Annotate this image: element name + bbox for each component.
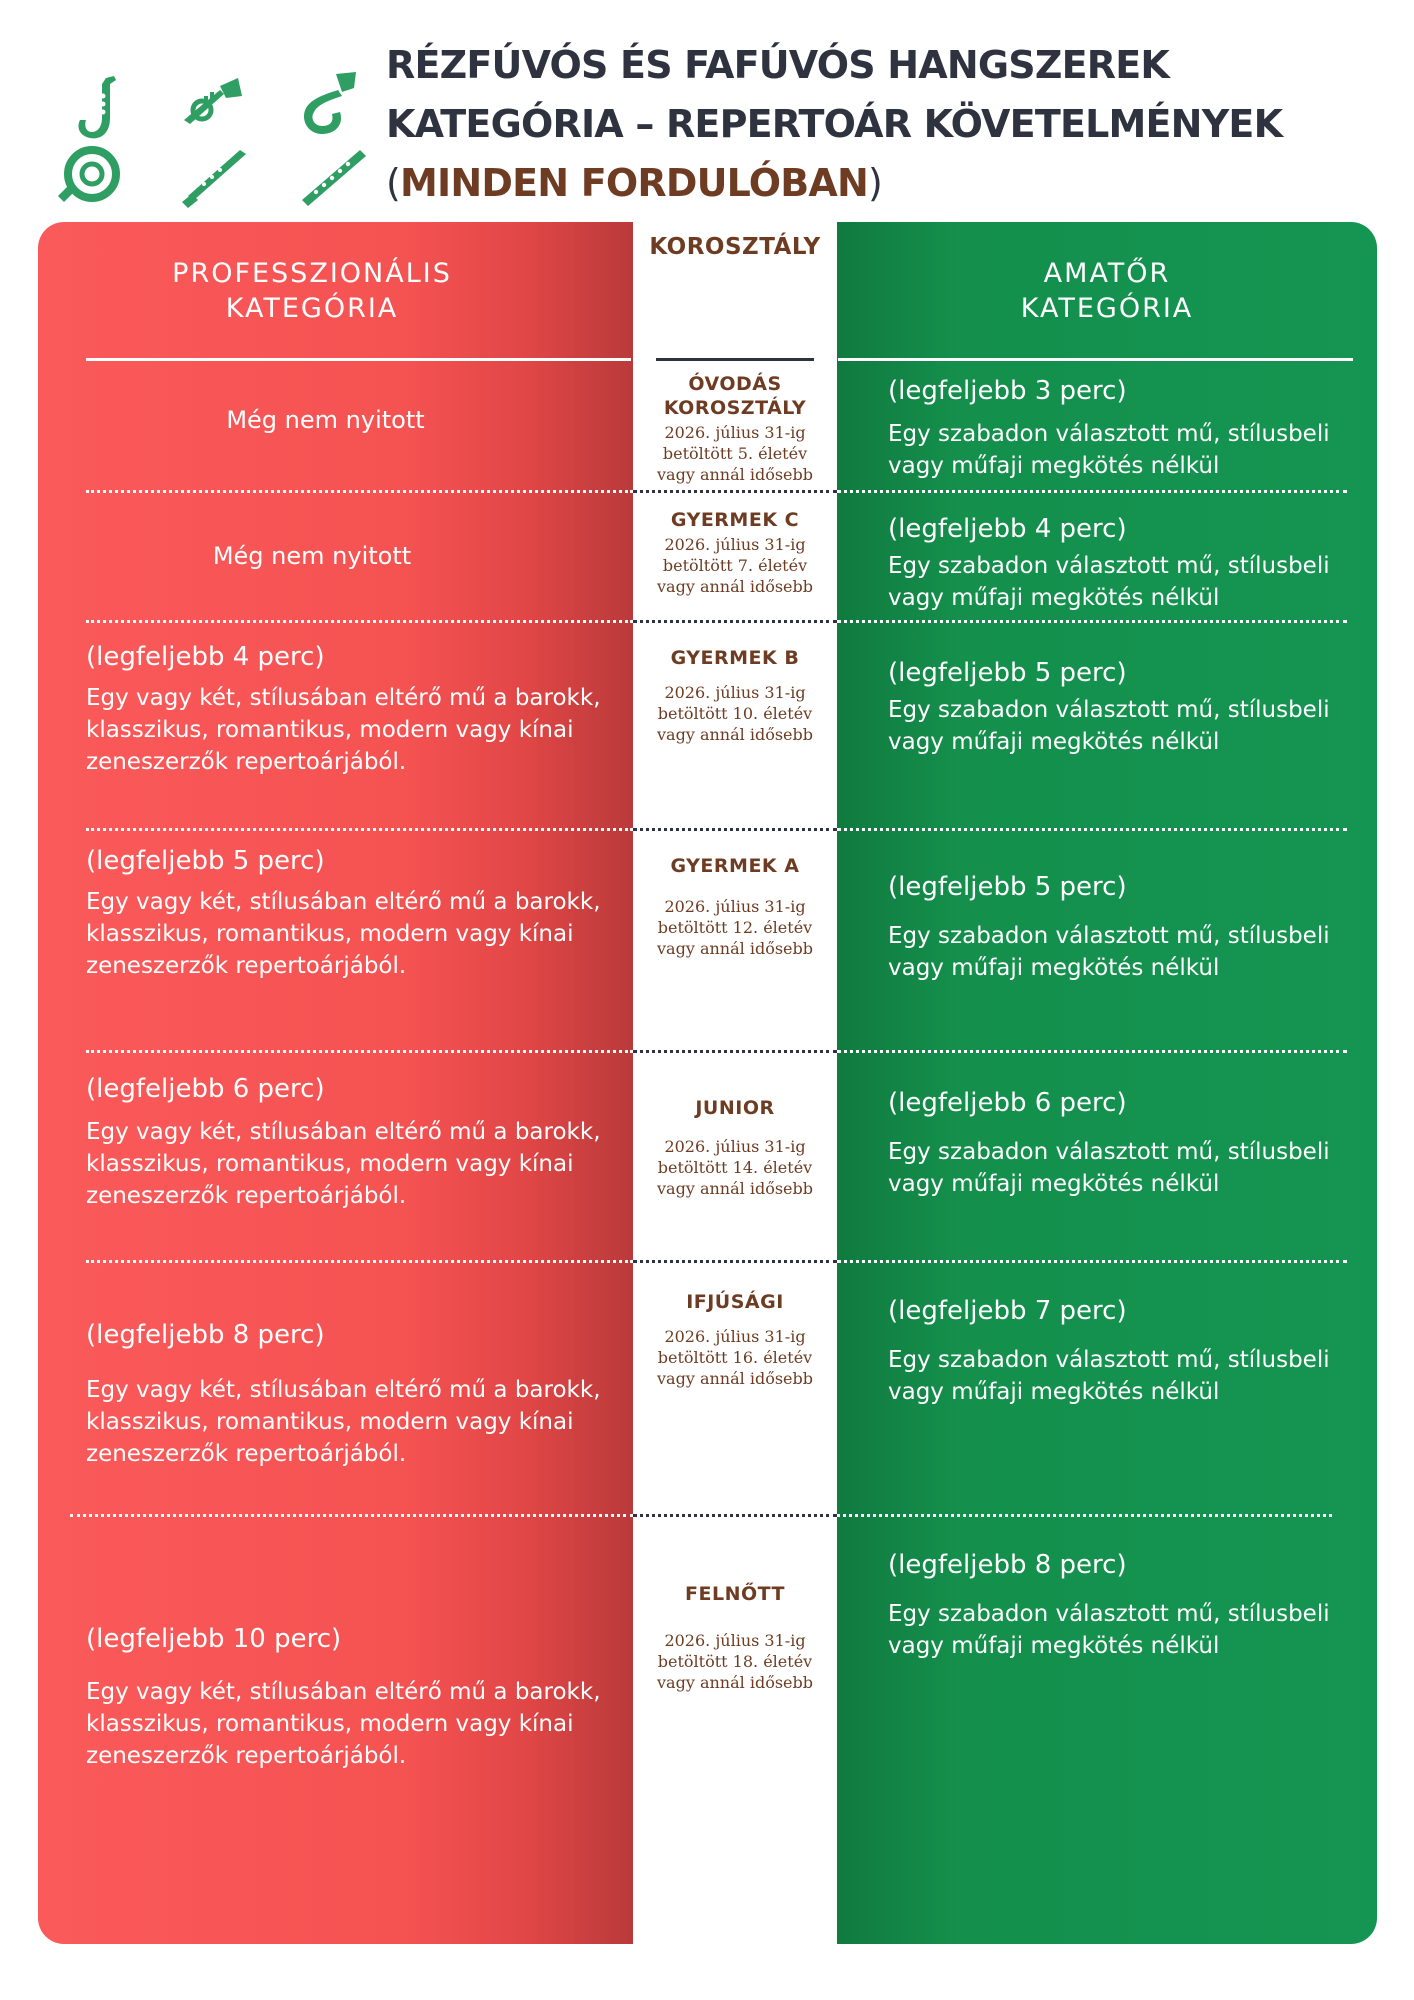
age-requirement — [633, 1326, 837, 1389]
pro-duration: (legfeljebb 10 perc) — [86, 1624, 342, 1654]
pro-description — [86, 1676, 601, 1772]
row-divider — [86, 1050, 633, 1053]
amateur-duration: (legfeljebb 5 perc) — [888, 872, 1127, 902]
age-date-line-2: betöltött 7. életév — [662, 556, 808, 575]
age-date-line-2: betöltött 12. életév — [657, 918, 813, 937]
saxophone-icon — [70, 74, 130, 146]
row-divider — [837, 1514, 1332, 1517]
age-group-name: JUNIOR — [695, 1097, 775, 1119]
amateur-header-divider — [838, 358, 1353, 361]
age-date-line-1: 2026. július 31-ig — [664, 1137, 806, 1156]
amateur-description-line-2: vagy műfaji megkötés nélkül — [888, 1379, 1220, 1405]
tuba-icon — [296, 70, 360, 140]
age-date-line-3: vagy annál idősebb — [657, 465, 813, 484]
professional-header-divider — [86, 358, 631, 361]
age-group-name: IFJÚSÁGI — [686, 1291, 784, 1313]
pro-not-open-text: Még nem nyitott — [226, 406, 425, 434]
amateur-description-line-1: Egy szabadon választott mű, stílusbeli — [888, 1601, 1330, 1627]
page-title — [386, 36, 1386, 213]
age-header-divider — [656, 358, 814, 361]
amateur-description — [888, 550, 1330, 614]
row-divider — [633, 620, 837, 623]
age-requirement — [633, 1136, 837, 1199]
amateur-description-line-2: vagy műfaji megkötés nélkül — [888, 729, 1220, 755]
french-horn-icon — [56, 144, 122, 206]
professional-title-line-2: KATEGÓRIA — [225, 293, 399, 324]
pro-description-line-3: zeneszerzők repertoárjából. — [86, 749, 407, 775]
pro-description — [86, 1374, 601, 1470]
row-divider — [86, 490, 633, 493]
row-divider — [837, 1050, 1347, 1053]
amateur-description — [888, 1136, 1330, 1200]
amateur-description-line-1: Egy szabadon választott mű, stílusbeli — [888, 923, 1330, 949]
trumpet-icon — [180, 76, 244, 134]
pro-not-open-text: Még nem nyitott — [212, 542, 412, 570]
row-divider — [86, 1260, 633, 1263]
pro-description-line-1: Egy vagy két, stílusában eltérő mű a barokk, — [86, 685, 601, 711]
age-requirement — [633, 1630, 837, 1693]
pro-description-line-3: zeneszerzők repertoárjából. — [86, 1743, 407, 1769]
amateur-description — [888, 418, 1330, 482]
age-date-line-3: vagy annál idősebb — [657, 1673, 813, 1692]
professional-column-title — [38, 256, 586, 326]
title-accent: MINDEN FORDULÓBAN — [400, 161, 868, 205]
age-requirement — [633, 422, 837, 485]
row-divider — [837, 828, 1347, 831]
age-requirement — [633, 534, 837, 597]
age-date-line-1: 2026. július 31-ig — [664, 683, 806, 702]
amateur-description — [888, 1598, 1330, 1662]
flute-icon — [298, 146, 368, 210]
row-divider — [70, 1514, 633, 1517]
pro-description-line-2: klasszikus, romantikus, modern vagy kínai — [86, 1151, 574, 1177]
age-group-name: FELNŐTT — [685, 1583, 785, 1605]
age-group-name: GYERMEK C — [670, 509, 800, 531]
pro-description-line-1: Egy vagy két, stílusában eltérő mű a barokk, — [86, 1377, 601, 1403]
age-date-line-1: 2026. július 31-ig — [664, 1327, 806, 1346]
pro-description — [86, 1116, 601, 1212]
title-paren-open: ( — [386, 161, 401, 205]
pro-description-line-2: klasszikus, romantikus, modern vagy kínai — [86, 717, 574, 743]
age-group-name-line-1: ÓVODÁS — [688, 373, 782, 395]
title-line-2: KATEGÓRIA – REPERTOÁR KÖVETELMÉNYEK — [386, 102, 1283, 146]
amateur-title-line-1: AMATŐR — [1043, 258, 1171, 289]
age-date-line-3: vagy annál idősebb — [657, 1369, 813, 1388]
amateur-duration: (legfeljebb 7 perc) — [888, 1296, 1127, 1326]
clarinet-icon — [180, 146, 250, 210]
age-date-line-3: vagy annál idősebb — [657, 725, 813, 744]
pro-description-line-1: Egy vagy két, stílusában eltérő mű a barokk, — [86, 889, 601, 915]
pro-description-line-3: zeneszerzők repertoárjából. — [86, 953, 407, 979]
pro-duration: (legfeljebb 8 perc) — [86, 1320, 325, 1350]
age-date-line-2: betöltött 10. életév — [657, 704, 813, 723]
row-divider — [633, 1260, 837, 1263]
pro-description-line-2: klasszikus, romantikus, modern vagy kínai — [86, 921, 574, 947]
amateur-description-line-1: Egy szabadon választott mű, stílusbeli — [888, 421, 1330, 447]
amateur-duration: (legfeljebb 8 perc) — [888, 1550, 1127, 1580]
pro-description-line-3: zeneszerzők repertoárjából. — [86, 1183, 407, 1209]
amateur-column-title — [837, 256, 1377, 326]
amateur-description-line-1: Egy szabadon választott mű, stílusbeli — [888, 1347, 1330, 1373]
row-divider — [837, 1260, 1347, 1263]
pro-description-line-2: klasszikus, romantikus, modern vagy kínai — [86, 1711, 574, 1737]
title-paren-close: ) — [867, 161, 883, 205]
age-date-line-2: betöltött 16. életév — [657, 1348, 813, 1367]
amateur-description — [888, 1344, 1330, 1408]
row-divider — [633, 828, 837, 831]
amateur-description — [888, 920, 1330, 984]
age-date-line-1: 2026. július 31-ig — [664, 1631, 806, 1650]
pro-description — [86, 682, 601, 778]
age-date-line-1: 2026. július 31-ig — [664, 423, 806, 442]
pro-description-line-1: Egy vagy két, stílusában eltérő mű a barokk, — [86, 1679, 601, 1705]
row-divider — [86, 620, 633, 623]
age-date-line-2: betöltött 14. életév — [657, 1158, 813, 1177]
amateur-description — [888, 694, 1330, 758]
age-column-title: KOROSZTÁLY — [649, 234, 821, 260]
row-divider — [86, 828, 633, 831]
amateur-description-line-2: vagy műfaji megkötés nélkül — [888, 585, 1220, 611]
amateur-description-line-1: Egy szabadon választott mű, stílusbeli — [888, 553, 1330, 579]
amateur-description-line-2: vagy műfaji megkötés nélkül — [888, 1171, 1220, 1197]
amateur-description-line-1: Egy szabadon választott mű, stílusbeli — [888, 697, 1330, 723]
amateur-duration: (legfeljebb 3 perc) — [888, 376, 1127, 406]
age-date-line-3: vagy annál idősebb — [657, 577, 813, 596]
amateur-title-line-2: KATEGÓRIA — [1020, 293, 1194, 324]
amateur-duration: (legfeljebb 6 perc) — [888, 1088, 1127, 1118]
age-requirement — [633, 896, 837, 959]
title-line-3 — [386, 154, 1386, 213]
professional-title-line-1: PROFESSZIONÁLIS — [172, 258, 452, 289]
pro-duration: (legfeljebb 6 perc) — [86, 1074, 325, 1104]
pro-duration: (legfeljebb 4 perc) — [86, 642, 325, 672]
age-group-name — [633, 372, 837, 420]
amateur-duration: (legfeljebb 4 perc) — [888, 514, 1127, 544]
age-date-line-3: vagy annál idősebb — [657, 939, 813, 958]
age-date-line-1: 2026. július 31-ig — [664, 897, 806, 916]
age-date-line-3: vagy annál idősebb — [657, 1179, 813, 1198]
pro-description-line-3: zeneszerzők repertoárjából. — [86, 1441, 407, 1467]
age-date-line-2: betöltött 18. életév — [657, 1652, 813, 1671]
title-line-1: RÉZFÚVÓS ÉS FAFÚVÓS HANGSZEREK — [386, 43, 1169, 87]
age-group-name: GYERMEK B — [670, 647, 800, 669]
age-date-line-1: 2026. július 31-ig — [664, 535, 806, 554]
row-divider — [837, 620, 1347, 623]
amateur-description-line-2: vagy műfaji megkötés nélkül — [888, 955, 1220, 981]
pro-description-line-2: klasszikus, romantikus, modern vagy kínai — [86, 1409, 574, 1435]
age-requirement — [633, 682, 837, 745]
row-divider — [633, 1514, 837, 1517]
row-divider — [633, 490, 837, 493]
row-divider — [633, 1050, 837, 1053]
amateur-description-line-1: Egy szabadon választott mű, stílusbeli — [888, 1139, 1330, 1165]
row-divider — [837, 490, 1347, 493]
amateur-description-line-2: vagy műfaji megkötés nélkül — [888, 1633, 1220, 1659]
pro-description-line-1: Egy vagy két, stílusában eltérő mű a barokk, — [86, 1119, 601, 1145]
age-group-name-line-2: KOROSZTÁLY — [663, 397, 807, 419]
age-date-line-2: betöltött 5. életév — [662, 444, 808, 463]
amateur-description-line-2: vagy műfaji megkötés nélkül — [888, 453, 1220, 479]
amateur-duration: (legfeljebb 5 perc) — [888, 658, 1127, 688]
age-group-name: GYERMEK A — [670, 855, 800, 877]
pro-description — [86, 886, 601, 982]
pro-duration: (legfeljebb 5 perc) — [86, 846, 325, 876]
